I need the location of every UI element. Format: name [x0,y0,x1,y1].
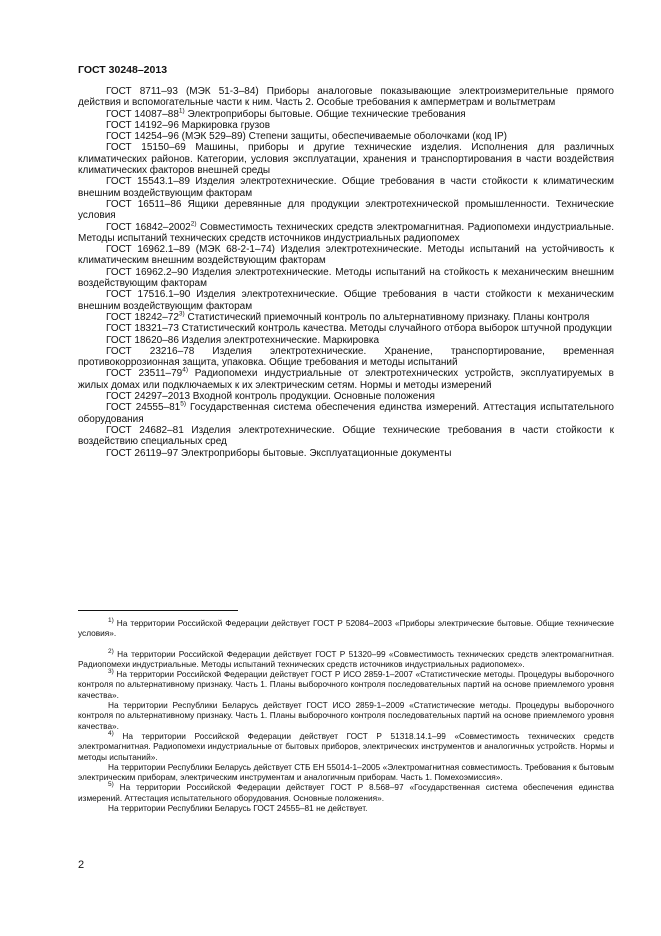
reference-text: ГОСТ 24297–2013 Входной контроль продукции. Основные положения [106,391,435,403]
footnote-text: На территории Республики Беларусь действует ГОСТ ИСО 2859-1–2009 «Статистические методы. Процедуры выборочного контроля по альтернативному признаку. Часть 1. Планы выборочного контроля последовательных партий на основе приемлемого уровня качества». [78,700,614,731]
reference-text: ГОСТ 14087–88 [106,108,179,120]
reference-entry [78,391,614,402]
footnote-entry [78,700,614,731]
reference-text: ГОСТ 18242–72 [106,311,179,323]
reference-entry [78,199,614,222]
reference-text-continued: Государственная система обеспечения единства измерений. Аттестация испытательного оборудования [78,402,614,425]
footnote-entry [78,669,614,700]
reference-text: ГОСТ 24682–81 Изделия электротехнические. Общие технические требования в части стойкости к воздействию специальных сред [78,424,614,448]
footnote-entry [78,782,614,803]
reference-entry [78,131,614,142]
footnotes-list [78,618,614,813]
reference-text: ГОСТ 14192–96 Маркировка грузов [106,119,271,131]
footnote-marker: 4) [108,730,114,738]
footnote-divider [78,610,238,611]
reference-text: ГОСТ 17516.1–90 Изделия электротехнические. Общие требования в части стойкости к механическим внешним воздействующим факторам [78,289,614,312]
reference-entry [78,86,614,109]
reference-entry [78,120,614,131]
footnote-text: На территории Российской Федерации действует ГОСТ Р ИСО 2859-1–2007 «Статистические методы. Процедуры выборочного контроля по альтернативному признаку. Часть 1. Планы выборочного контроля последовательных партий на основе приемлемого уровня качества». [78,669,614,700]
footnote-entry [78,731,614,762]
reference-entry [78,312,614,323]
footnote-text: На территории Республики Беларусь действует СТБ ЕН 55014-1–2005 «Электромагнитная совместимость. Требования к бытовым электрическим приборам, электрическим инструментам и аналогичным приборам. Часть 1. Помехоэмиссия». [78,761,614,783]
reference-entry [78,222,614,245]
reference-text: ГОСТ 16962.2–90 Изделия электротехнические. Методы испытаний на стойкость к механическим внешним воздействующим факторам [78,266,614,290]
footnote-marker: 5) [108,781,114,789]
reference-entry [78,368,614,391]
footnote-spacer [78,639,614,649]
reference-entry [78,402,614,425]
reference-text: ГОСТ 14254–96 (МЭК 529–89) Степени защиты, обеспечиваемые оболочками (код IP) [106,131,507,143]
footnote-entry [78,803,614,813]
reference-text: ГОСТ 23216–78 Изделия электротехнические. Хранение, транспортирование, временная противокоррозионная защита, упаковка. Общие требования и методы испытаний [78,345,614,369]
footnote-text: На территории Республики Беларусь ГОСТ 24555–81 не действует. [108,803,368,814]
footnote-text: На территории Российской Федерации действует ГОСТ Р 8.568–97 «Государственная система обеспечения единства измерений. Аттестация испытательного оборудования. Основные положения». [78,782,614,803]
footnote-marker: 2) [190,220,197,228]
reference-entry [78,109,614,120]
footnote-marker: 1) [108,617,114,625]
reference-entry [78,346,614,369]
reference-text: ГОСТ 8711–93 (МЭК 51-3–84) Приборы аналоговые показывающие электроизмерительные прямого действия и вспомогательные части к ним. Часть 2. Особые требования к амперметрам и вольтметрам [78,86,614,109]
footnote-marker: 3) [178,310,185,318]
reference-text: ГОСТ 16962.1–89 (МЭК 68-2-1–74) Изделия электротехнические. Методы испытаний на устойчивость к климатическим внешним воздействующим факторам [78,244,614,267]
footnote-marker: 2) [108,647,114,655]
footnote-marker: 5) [180,400,186,408]
document-header: ГОСТ 30248–2013 [78,64,168,76]
reference-text-continued: Статистический приемочный контроль по альтернативному признаку. Планы контроля [184,311,590,323]
footnote-marker: 1) [178,107,185,115]
reference-entry [78,289,614,312]
reference-text: ГОСТ 18321–73 Статистический контроль качества. Методы случайного отбора выборок штучной продукции [106,323,612,335]
reference-text: ГОСТ 16842–2002 [106,221,191,233]
reference-entry [78,448,614,459]
reference-entry [78,323,614,334]
reference-entry [78,244,614,267]
footnote-text: На территории Российской Федерации действует ГОСТ Р 52084–2003 «Приборы электрические бытовые. Общие технические условия». [78,618,614,639]
reference-text: ГОСТ 15150–69 Машины, приборы и другие технические изделия. Исполнения для различных климатических районов. Категории, условия эксплуатации, хранения и транспортирования в части воздействия климатических факторов внешней среды [78,142,614,177]
reference-text: ГОСТ 18620–86 Изделия электротехнические. Маркировка [106,334,380,346]
reference-text: ГОСТ 24555–81 [106,402,181,414]
footnote-entry [78,649,614,670]
reference-entry [78,142,614,176]
reference-entry [78,267,614,290]
reference-entry [78,335,614,346]
page-number: 2 [78,859,85,871]
reference-text-continued: Радиопомехи индустриальные от электротехнических устройств, эксплуатируемых в жилых домах или подключаемых к их электрическим сетям. Нормы и методы измерений [78,368,614,391]
reference-text: ГОСТ 23511–79 [106,368,183,380]
reference-text: ГОСТ 16511–86 Ящики деревянные для продукции электротехнической промышленности. Технические условия [78,198,614,222]
footnote-marker: 3) [108,668,114,676]
normative-references-list [78,86,614,459]
reference-text-continued: Электроприборы бытовые. Общие технические требования [184,108,466,120]
reference-entry [78,425,614,448]
reference-text-continued: Совместимость технических средств электромагнитная. Радиопомехи индустриальные. Методы испытаний технических средств источников индустриальных радиопомех [78,221,614,244]
footnote-entry [78,618,614,639]
reference-text: ГОСТ 15543.1–89 Изделия электротехнические. Общие требования в части стойкости к климатическим внешним воздействующим факторам [78,176,614,199]
reference-text: ГОСТ 26119–97 Электроприборы бытовые. Эксплуатационные документы [106,447,452,459]
footnote-text: На территории Российской Федерации действует ГОСТ Р 51318.14.1–99 «Совместимость технических средств электромагнитная. Радиопомехи индустриальные от бытовых приборов, электрических инструментов и аналогичных устройств. Нормы и методы испытаний». [78,730,614,762]
footnote-entry [78,762,614,783]
footnote-text: На территории Российской Федерации действует ГОСТ Р 51320–99 «Совместимость технических средств электромагнитная. Радиопомехи индустриальные. Методы испытаний технических средств источников индустриальных радиопомех». [78,648,614,669]
footnote-marker: 4) [182,367,188,375]
reference-entry [78,176,614,199]
